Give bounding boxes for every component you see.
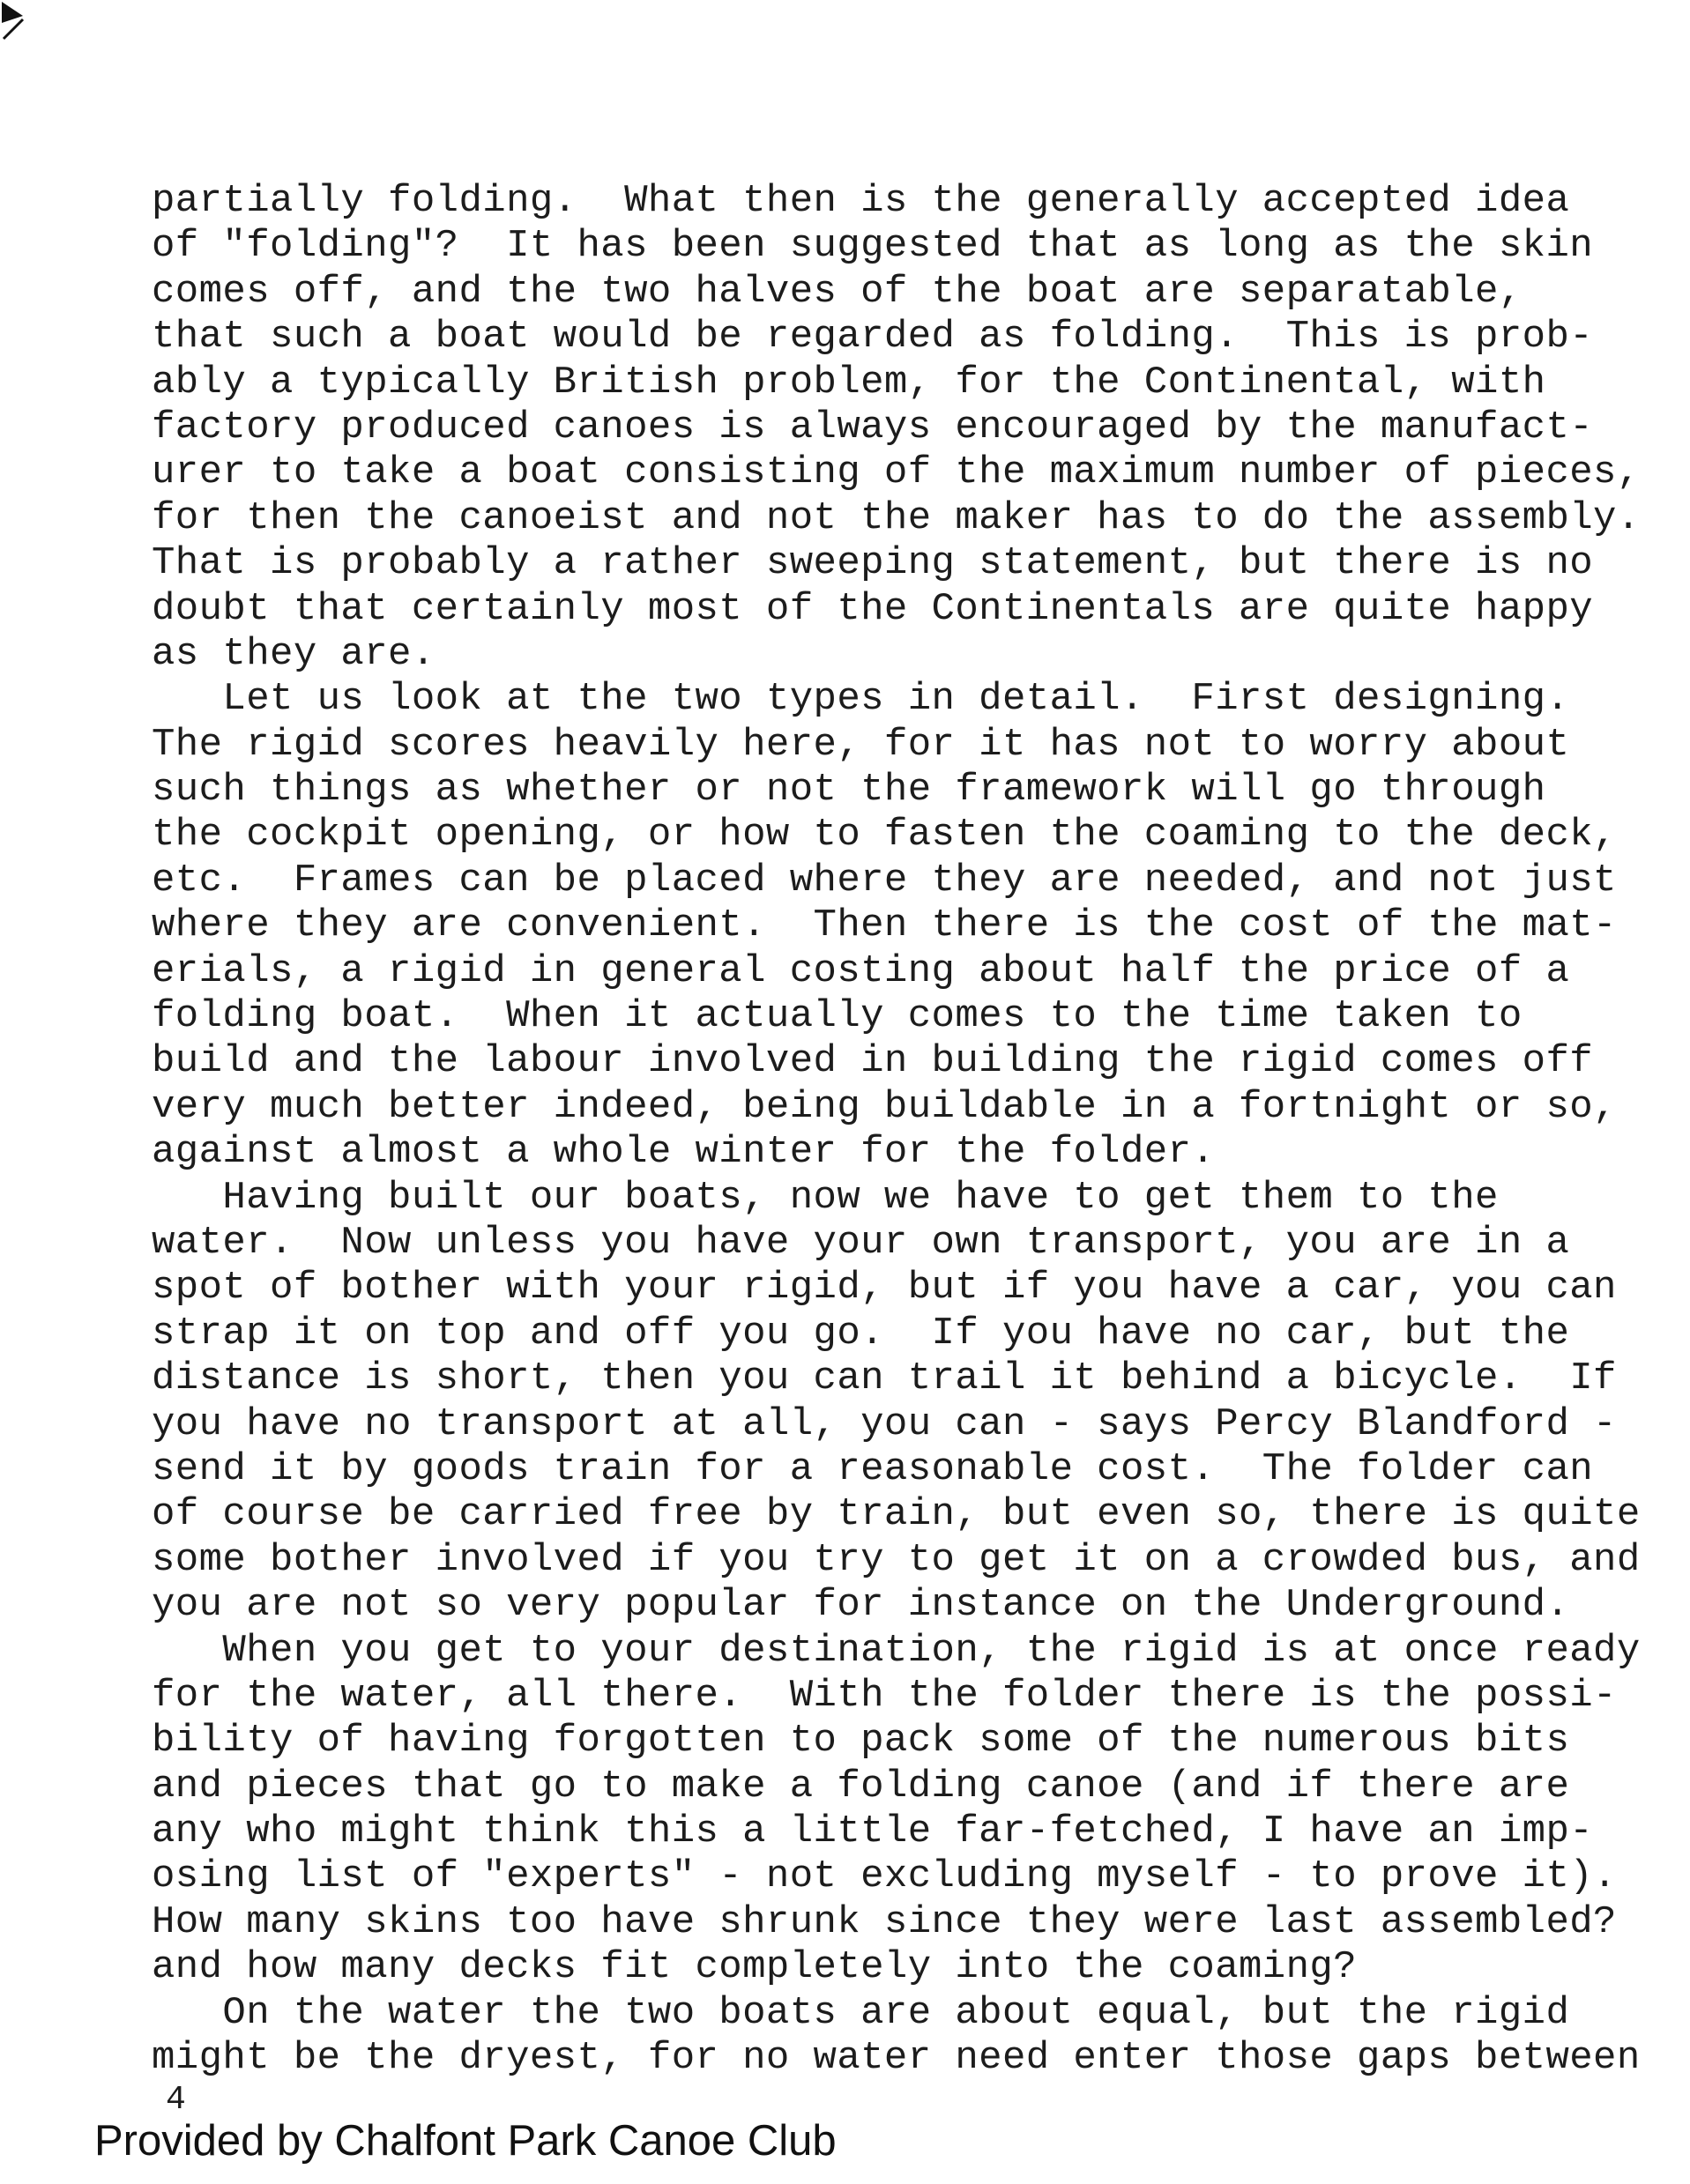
text-line: distance is short, then you can trail it behind a bicycle. If (152, 1356, 1617, 1401)
text-line: When you get to your destination, the rigid is at once ready (152, 1628, 1641, 1673)
text-line: spot of bother with your rigid, but if you have a car, you can (152, 1266, 1617, 1311)
text-line: of "folding"? It has been suggested that as long as the skin (152, 224, 1594, 269)
text-line: factory produced canoes is always encouraged by the manufact- (152, 405, 1594, 449)
text-line: for then the canoeist and not the maker has to do the assembly. (152, 495, 1641, 540)
text-line: build and the labour involved in building the rigid comes off (152, 1039, 1594, 1084)
text-line: any who might think this a little far-fetched, I have an imp- (152, 1809, 1594, 1854)
text-line: such things as whether or not the framework will go through (152, 768, 1546, 813)
text-line: that such a boat would be regarded as folding. This is prob- (152, 315, 1594, 360)
text-line: and how many decks fit completely into the coaming? (152, 1945, 1358, 1990)
text-line: doubt that certainly most of the Continentals are quite happy (152, 586, 1594, 631)
text-line: of course be carried free by train, but even so, there is quite (152, 1492, 1641, 1537)
text-line: send it by goods train for a reasonable cost. The folder can (152, 1446, 1594, 1491)
text-line: very much better indeed, being buildable in a fortnight or so, (152, 1084, 1617, 1129)
text-line: erials, a rigid in general costing about half the price of a (152, 948, 1570, 993)
text-line: strap it on top and off you go. If you have no car, but the (152, 1311, 1570, 1356)
typewritten-text (152, 179, 1641, 2081)
page-number: 4 (166, 2081, 186, 2119)
text-line: some bother involved if you try to get it on a crowded bus, and (152, 1537, 1641, 1582)
text-line: as they are. (152, 631, 436, 676)
text-line: Let us look at the two types in detail. First designing. (152, 677, 1570, 722)
text-line: the cockpit opening, or how to fasten the coaming to the deck, (152, 813, 1617, 858)
text-line: might be the dryest, for no water need enter those gaps between (152, 2036, 1641, 2081)
text-line: water. Now unless you have your own transport, you are in a (152, 1220, 1570, 1265)
text-line: etc. Frames can be placed where they are needed, and not just (152, 858, 1617, 903)
provided-by-footer: Provided by Chalfont Park Canoe Club (94, 2117, 837, 2165)
text-line: urer to take a boat consisting of the maximum number of pieces, (152, 450, 1641, 495)
text-line: How many skins too have shrunk since they were last assembled? (152, 1899, 1617, 1944)
text-line: folding boat. When it actually comes to the time taken to (152, 994, 1522, 1039)
text-line: where they are convenient. Then there is the cost of the mat- (152, 903, 1617, 948)
text-line: partially folding. What then is the generally accepted idea (152, 179, 1570, 223)
text-line: you have no transport at all, you can - says Percy Blandford - (152, 1401, 1617, 1446)
text-line: against almost a whole winter for the folder. (152, 1130, 1216, 1175)
text-line: comes off, and the two halves of the boat are separatable, (152, 269, 1522, 314)
text-line: you are not so very popular for instance on the Underground. (152, 1583, 1570, 1628)
text-line: ably a typically British problem, for the Continental, with (152, 360, 1546, 405)
text-line: and pieces that go to make a folding canoe (and if there are (152, 1764, 1570, 1809)
text-line: bility of having forgotten to pack some of the numerous bits (152, 1719, 1570, 1764)
text-line: for the water, all there. With the folder there is the possi- (152, 1673, 1617, 1718)
text-line: The rigid scores heavily here, for it has not to worry about (152, 722, 1570, 767)
text-line: osing list of "experts" - not excluding myself - to prove it). (152, 1854, 1617, 1899)
text-line: On the water the two boats are about equal, but the rigid (152, 1990, 1570, 2035)
scan-corner-mark-icon (0, 0, 35, 44)
text-line: That is probably a rather sweeping statement, but there is no (152, 541, 1594, 586)
text-line: Having built our boats, now we have to get them to the (152, 1175, 1499, 1220)
